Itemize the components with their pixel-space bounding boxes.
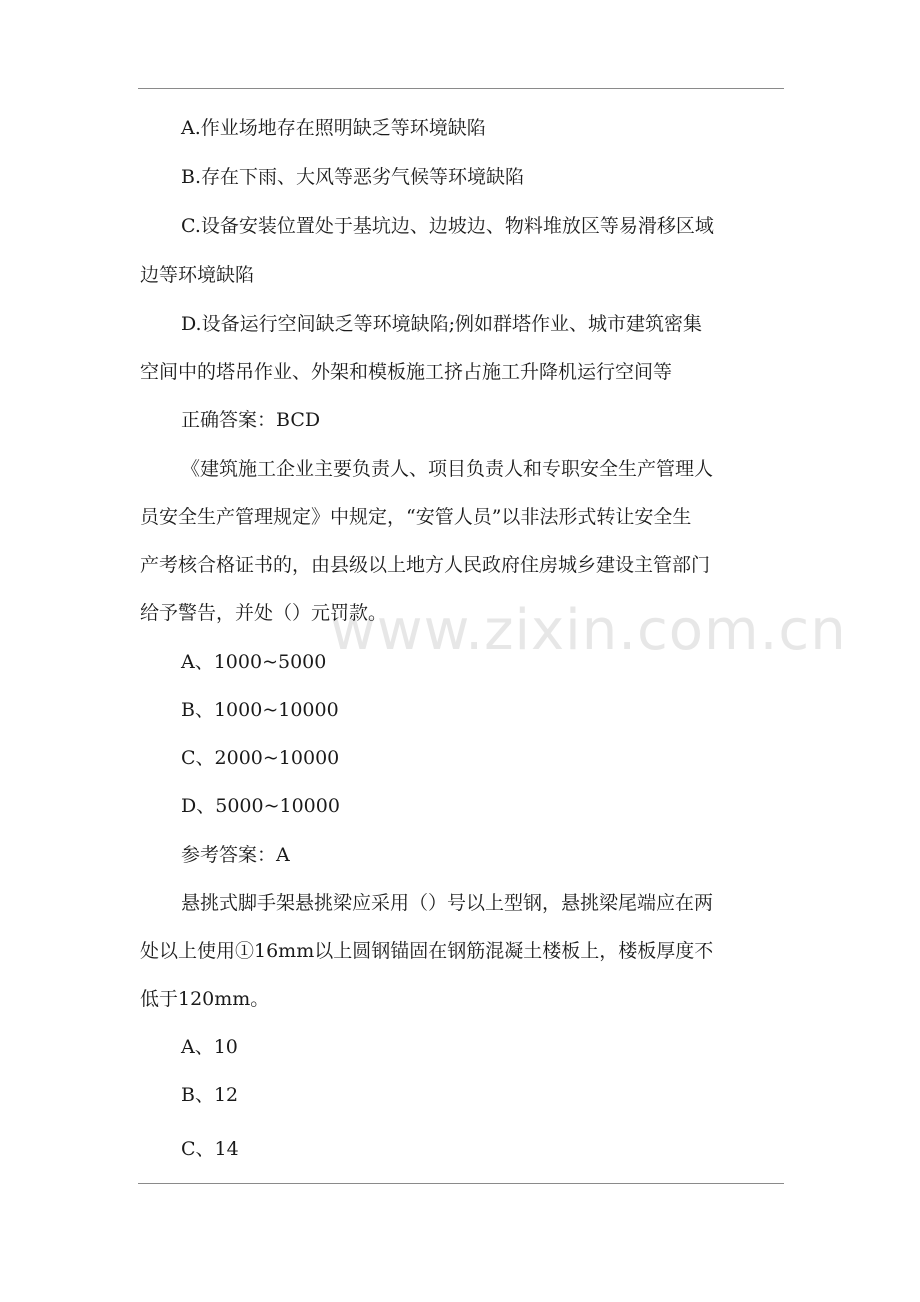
q1-option-d-line1: D.设备运行空间缺乏等环境缺陷;例如群塔作业、城市建筑密集 [181, 313, 702, 335]
footer-rule [138, 1183, 784, 1184]
q1-option-b: B.存在下雨、大风等恶劣气候等环境缺陷 [181, 166, 525, 188]
q1-option-a: A.作业场地存在照明缺乏等环境缺陷 [181, 117, 486, 139]
header-rule [138, 88, 784, 89]
q1-option-c-line2: 边等环境缺陷 [140, 264, 255, 286]
q1-option-d-line2: 空间中的塔吊作业、外架和模板施工挤占施工升降机运行空间等 [140, 361, 673, 383]
q3-stem-line3: 低于120mm。 [140, 988, 270, 1010]
q2-stem-line1: 《建筑施工企业主要负责人、项目负责人和专职安全生产管理人 [181, 458, 714, 480]
q2-stem-line4: 给予警告，并处（）元罚款。 [140, 602, 388, 624]
q2-answer: 参考答案：A [181, 844, 290, 866]
q2-option-a: A、1000~5000 [181, 651, 327, 673]
watermark: www.zixin.com.cn [330, 598, 847, 663]
q3-stem-line2: 处以上使用①16mm以上圆钢锚固在钢筋混凝土楼板上，楼板厚度不 [140, 940, 714, 962]
q3-option-a: A、10 [181, 1036, 238, 1058]
q1-answer: 正确答案：BCD [181, 409, 321, 431]
q3-stem-line1: 悬挑式脚手架悬挑梁应采用（）号以上型钢，悬挑梁尾端应在两 [181, 892, 714, 914]
q3-option-c: C、14 [181, 1138, 239, 1160]
q2-option-d: D、5000~10000 [181, 795, 340, 817]
q1-option-c-line1: C.设备安装位置处于基坑边、边坡边、物料堆放区等易滑移区域 [181, 215, 714, 237]
q2-option-b: B、1000~10000 [181, 699, 339, 721]
q2-stem-line3: 产考核合格证书的，由县级以上地方人民政府住房城乡建设主管部门 [140, 554, 711, 576]
q2-option-c: C、2000~10000 [181, 747, 340, 769]
q3-option-b: B、12 [181, 1084, 239, 1106]
q2-stem-line2: 员安全生产管理规定》中规定，“安管人员”以非法形式转让安全生 [140, 506, 692, 528]
